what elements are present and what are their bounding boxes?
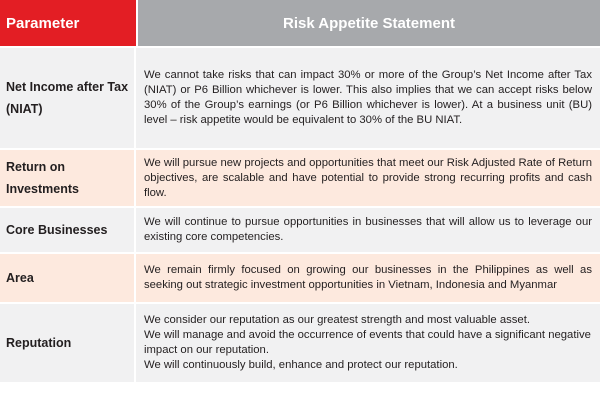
table-header bbox=[0, 0, 600, 48]
parameter-cell: Area bbox=[0, 254, 136, 302]
parameter-cell: Return on Investments bbox=[0, 150, 136, 206]
statement-line: We cannot take risks that can impact 30% or more of the Group’s Net Income after Tax (NIAT) or P6 Billion whichever is lower. This also implies that we can accept risks below 30% of the Group’s earnings (or P6 Billion whichever is lower). At a business unit (BU) level – risk appetite would be equivalent to 30% of the BU NIAT. bbox=[144, 69, 592, 126]
statement-cell bbox=[136, 254, 600, 302]
statement-cell bbox=[136, 48, 600, 148]
statement-column-header: Risk Appetite Statement bbox=[136, 0, 600, 46]
table-row bbox=[0, 208, 600, 254]
statement-cell bbox=[136, 304, 600, 382]
statement-cell bbox=[136, 208, 600, 252]
parameter-cell: Net Income after Tax (NIAT) bbox=[0, 48, 136, 148]
statement-line: We will continuously build, enhance and protect our reputation. bbox=[144, 359, 458, 371]
statement-line: We remain firmly focused on growing our businesses in the Philippines as well as seeking out strategic investment opportunities in Vietnam, Indonesia and Myanmar bbox=[144, 264, 592, 291]
parameter-column-header: Parameter bbox=[0, 0, 136, 46]
parameter-cell: Reputation bbox=[0, 304, 136, 382]
table-row bbox=[0, 48, 600, 150]
statement-line: We will pursue new projects and opportunities that meet our Risk Adjusted Rate of Return objectives, are scalable and have potential to provide strong recurring profits and cash flow. bbox=[144, 156, 592, 199]
statement-line: We will manage and avoid the occurrence of events that could have a significant negative impact on our reputation. bbox=[144, 329, 591, 356]
statement-line: We will continue to pursue opportunities in businesses that will allow us to leverage our existing core competencies. bbox=[144, 216, 592, 243]
statement-cell bbox=[136, 150, 600, 206]
table-row bbox=[0, 150, 600, 208]
table-row bbox=[0, 304, 600, 384]
parameter-cell: Core Businesses bbox=[0, 208, 136, 252]
statement-line: We consider our reputation as our greatest strength and most valuable asset. bbox=[144, 314, 530, 326]
table-row bbox=[0, 254, 600, 304]
